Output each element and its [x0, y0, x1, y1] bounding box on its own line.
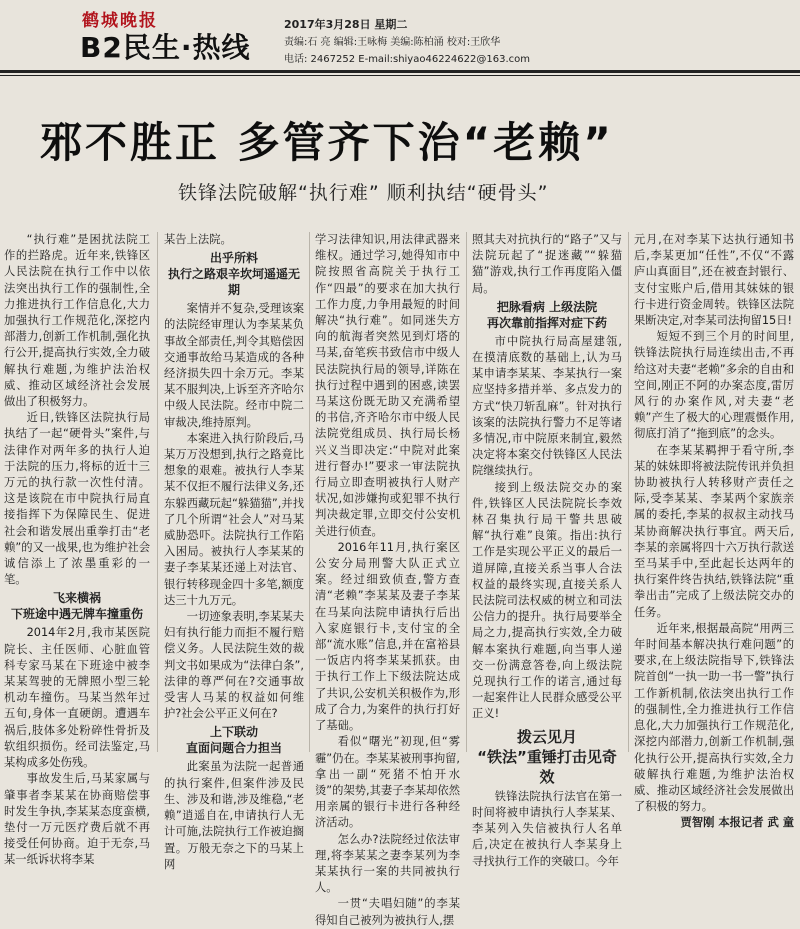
masthead-rule-thin [0, 75, 800, 76]
contact-line: 电话: 2467252 E-mail:shiyao46224622@163.com [284, 54, 530, 65]
paragraph: 2016年11月,执行案区公安分局刑警大队正式立案。经过细致侦查,警方查清“老赖”李某某及妻子李某在马某向法院申请执行后出入家庭银行卡,支付宝的全部“流水账”信息,并在富裕县一饭店内将李某某抓获。由于执行工作上下级法院达成了共识,公安机关积极作为,形成了合力,为案件的执行打好了基础。 [315, 540, 460, 733]
paragraph: 某告上法院。 [164, 233, 232, 246]
staff-line: 责编:石 亮 编辑:王咏梅 美编:陈柏涌 校对:王欣华 [284, 37, 501, 48]
column-divider [628, 232, 629, 752]
paragraph: “执行难”是困扰法院工作的拦路虎。近年来,铁锋区人民法院在执行工作中以依法突出执行工作的强制性,全力推进执行工作信息化,大力加强执行工作规范化,深挖内部潜力,创新工作机制,强化执行公开,提高执行实效,全力破解执行难题,为维护法治权威、推动区域经济社会发展做出了积极努力。 [4, 233, 150, 409]
byline: 贾智刚 本报记者 武 童 [680, 816, 794, 830]
paragraph: 铁锋法院执行法官在第一时间将被申请执行人李某某、李某列入失信被执行人名单后,决定在被执行人李某身上寻找执行工作的突破口。今年 [472, 789, 622, 868]
article-column-3 [315, 232, 461, 927]
article-column-5 [634, 232, 794, 830]
article-column-4 [472, 232, 622, 868]
section-subhead: 飞来横祸 下班途中遇无牌车撞重伤 [10, 591, 143, 622]
paragraph: 在李某某羁押于看守所,李某的妹妹即将被法院传讯并负担协助被执行人转移财产责任之际,受李某某、李某两个家族亲属的委托,李某的叔叔主动找马某协商解决执行事宜。两天后,李某的亲属将四十六万执行款送至马某手中,至此起长达两年的执行案件终告执结,铁锋法院“重拳出击”完成了上级法院交办的任务。 [634, 443, 794, 619]
paragraph: 元月,在对李某下达执行通知书后,李某更加“任性”,不仅“不露庐山真面目”,还在被查封银行、支付宝账户后,借用其妹妹的银行卡进行资金周转。铁锋区法院果断决定,对李某司法拘留15日! [634, 233, 794, 328]
section-subhead: 出乎所料 执行之路艰辛坎坷遥遥无期 [167, 251, 300, 298]
paragraph: 学习法律知识,用法律武器来维权。通过学习,她得知市中院按照省高院关于执行工作“四最”的要求在加大执行工作力度,力争用最短的时间解决“执行难”。如同迷失方向的航海者突然见到灯塔的马某,奋笔疾书致信市中级人民法院执行局的领导,详陈在执行过程中遇到的困惑,读罢马某这份既无助又充满希望的书信,齐齐哈尔市中级人民法院党组成员、执行局长杨兴义当即决定:“中院对此案进行督办!”要求一审法院执行局立即查明被执行人财产状况,如涉嫌拘或犯罪不执行判决裁定罪,立即交付公安机关进行侦查。 [315, 233, 460, 538]
paragraph: 一贯“夫唱妇随”的李某得知自己被列为被执行人,摆 [315, 897, 460, 927]
paragraph: 照其夫对抗执行的“路子”又与法院玩起了“捉迷藏”“躲猫猫”游戏,执行工作再度陷入僵局。 [472, 233, 622, 295]
paragraph: 市中院执行局高屋建瓴,在摸清底数的基础上,认为马某申请李某某、李某执行一案应坚持多措并举、多点发力的方式“快刀斩乱麻”。针对执行该案的法院执行警力不足等诸多情况,市中院原来制宜,毅然决定将本案交付铁锋区人民法院继续执行。 [472, 334, 622, 478]
section-subhead: 把脉看病 上级法院 再次靠前指挥对症下药 [486, 299, 607, 330]
paragraph: 怎么办?法院经过依法审理,将李某某之妻李某列为李某某执行一案的共同被执行人。 [315, 832, 460, 895]
paragraph: 本案进入执行阶段后,马某万万没想到,执行之路竟比想象的艰难。被执行人李某某不仅拒不履行法律义务,还东躲西藏玩起“躲猫猫”,并找了几个所谓“社会人”对马某威胁恐吓。法院执行工作陷入困局。被执行人李某某的妻子李某某还递上对法官、银行转移现金四十多笔,额度达三十九万元。 [164, 431, 304, 607]
article-headline: 邪不胜正 多管齐下治“老赖” [40, 118, 614, 167]
paragraph: 一切迹象表明,李某某夫妇有执行能力而拒不履行赔偿义务。人民法院生效的裁判文书如果成为“法律白条”,法律的尊严何在?交通事故受害人马某的权益如何维护?社会公平正义何在? [164, 610, 304, 721]
section-subhead: 上下联动 直面问题合力担当 [185, 725, 282, 756]
column-divider [466, 232, 467, 752]
paper-logo: 鹤城晚报 [82, 11, 158, 31]
paragraph: 事故发生后,马某家属与肇事者李某某在协商赔偿事时发生争执,李某某态度蛮横,垫付一万元医疗费后就不再接受任何协商。迫于无奈,马某一纸诉状将李某 [4, 772, 150, 867]
article-column-1 [4, 232, 150, 867]
paragraph: 短短不到三个月的时间里,铁锋法院执行局连续出击,不再给这对夫妻“老赖”多余的自由和空间,刚正不阿的办案态度,雷厉风行的办案作风,对夫妻“老赖”产生了极大的心理震慑作用,彻底打消了“拖到底”的念头。 [634, 330, 794, 441]
column-divider [309, 232, 310, 752]
article-subheadline: 铁锋法院破解“执行难” 顺利执结“硬骨头” [178, 182, 549, 204]
section-subhead: 拨云见月 “铁法”重锤打击见奇效 [477, 727, 617, 786]
article-column-2 [164, 232, 304, 871]
masthead [0, 0, 800, 112]
paragraph: 看似“曙光”初现,但“雾霾”仍在。李某某被刑事拘留,拿出一副“死猪不怕开水烫”的架势,其妻子李某却依然用亲属的银行卡进行各种经济活动。 [315, 735, 461, 830]
paragraph: 近日,铁锋区法院执行局执结了一起“硬骨头”案件,与法律作对两年多的执行人迫于法院的压力,将标的近十三万元的执行款一次性付清。这是该院在市中院执行局直接指挥下为保障民生、促进社会和谐发展出重拳打击“老赖”的又一战果,也为维护社会诚信添上了浓墨重彩的一笔。 [4, 411, 150, 587]
paragraph: 2014年2月,我市某医院院长、主任医师、心脏血管科专家马某在下班途中被李某某驾驶的无牌照小型三轮机动车撞伤。马某当然年过五旬,身体一直硬朗。遭遇车祸后,肢体多处粉碎性骨折及软组织损伤。经司法鉴定,马某构成多处伤残。 [4, 626, 150, 770]
paragraph: 此案虽为法院一起普通的执行案件,但案件涉及民生、涉及和谐,涉及维稳,“老赖”逍遥自在,申请执行人无计可施,法院执行工作被迫搁置。万般无奈之下的马某上网 [164, 760, 304, 871]
paragraph: 接到上级法院交办的案件,铁锋区人民法院院长李效林召集执行局干警共思破解“执行难”良策。指出:执行工作是实现公平正义的最后一道屏障,直接关系当事人合法权益的最终实现,直接关系人民法院司法权威的树立和司法公信力的提升。执行局要举全局之力,提高执行实效,全力破解本案执行难题,向当事人递交一份满意答卷,向上级法院兑现执行工作的诺言,通过每一起案件让人民群众感受公平正义! [472, 480, 622, 721]
column-divider [157, 232, 158, 752]
section-title: B2民生·热线 [80, 31, 251, 64]
paragraph: 近年来,根据最高院“用两三年时间基本解决执行难问题”的要求,在上级法院指导下,铁锋法院首创“一执一助一书一警”执行工作新机制,依法突出执行工作的强制性,全力推进执行工作信息化,大力加强执行工作规范化,深挖内部潜力,创新工作机制,强化执行公开,提高执行实效,全力破解执行难题,为维护法治权威、推动区域经济社会发展做出了积极的努力。 [634, 621, 794, 814]
masthead-rule [0, 70, 800, 73]
date-line: 2017年3月28日 星期二 [284, 18, 408, 31]
paragraph: 案情并不复杂,受理该案的法院经审理认为李某某负事故全部责任,判令其赔偿因交通事故给马某造成的各种经济损失四十余万元。李某某不服判决,上诉至齐齐哈尔中级人民法院。经市中院二审裁决,维持原判。 [164, 302, 304, 429]
